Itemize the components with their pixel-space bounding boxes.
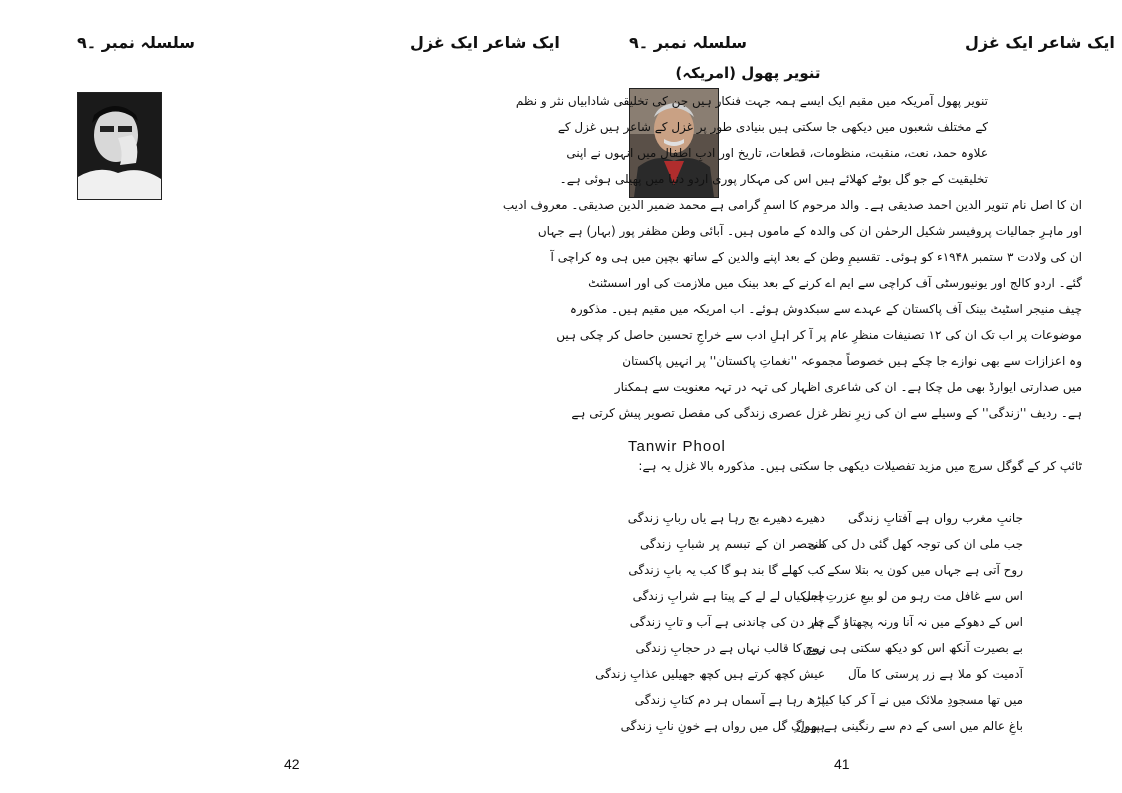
body-line: وہ اعزازات سے بھی نوازے جا چکے ہیں خصوصاً مجموعہ ''نغماتِ پاکستان'' پر انہیں پاکستان: [622, 354, 1082, 368]
right-section-title: ایک شاعر ایک غزل: [965, 33, 1115, 52]
poet-photo-left: [77, 92, 162, 200]
body-line: تخلیقیت کے جو گل بوٹے کھلائے ہیں اس کی مہکار پوری اردو دنیا میں پھیلی ہوئی ہے۔: [559, 172, 988, 186]
couplet: [595, 661, 1023, 687]
verse-second-line: دھیرے دھیرے بج رہا ہے یاں ربابِ زندگی: [627, 511, 825, 525]
couplet: [635, 635, 1023, 661]
left-section-title: ایک شاعر ایک غزل: [410, 33, 560, 52]
left-series-label: سلسلہ نمبر ۔۹: [77, 33, 195, 52]
verse-first-line: روح آتی ہے جہاں میں کون یہ بتلا سکے: [827, 563, 1023, 577]
verse-second-line: چسکیاں لے لے کے پیتا ہے شرابِ زندگی: [632, 589, 825, 603]
verse-second-line: منحصر ان کے تبسم پر شبابِ زندگی: [640, 537, 825, 551]
body-line: علاوہ حمد، نعت، منقبت، منظومات، قطعات، تاریخ اور ادبِ اطفال میں انہوں نے اپنی: [566, 146, 988, 160]
couplet: [632, 583, 1023, 609]
verse-first-line: میں تھا مسجودِ ملائک میں نے آ کر کیا کیا: [821, 693, 1023, 707]
verse-first-line: جانبِ مغرب رواں ہے آفتابِ زندگی: [848, 511, 1023, 525]
verse-first-line: آدمیت کو ملا ہے زر پرستی کا مآل: [848, 667, 1023, 681]
poet-biography: [502, 88, 1082, 426]
verse-second-line: چار دن کی چاندنی ہے آب و تابِ زندگی: [629, 615, 825, 629]
body-line: گئے۔ اردو کالج اور یونیورسٹی آف کراچی سے ایم اے کرنے کے بعد بینک میں ملازمت کی اور اسسٹنٹ: [588, 276, 1082, 290]
couplet: [620, 713, 1023, 739]
verse-second-line: ہر رگِ گل میں رواں ہے خونِ نابِ زندگی: [620, 719, 825, 733]
page-number-right: 41: [834, 756, 850, 772]
verse-second-line: روح کا قالب نہاں ہے در حجابِ زندگی: [635, 641, 825, 655]
body-line: میں صدارتی ایوارڈ بھی مل چکا ہے۔ ان کی شاعری اظہار کی تہہ در تہہ معنویت سے ہمکنار: [614, 380, 1082, 394]
page-number-left: 42: [284, 756, 300, 772]
right-series-label: سلسلہ نمبر ۔۹: [629, 33, 747, 52]
couplet: [629, 609, 1023, 635]
couplet: [640, 531, 1023, 557]
body-line: چیف منیجر اسٹیٹ بینک آف پاکستان کے عہدے سے سبکدوش ہوئے۔ اب امریکہ میں مقیم ہیں۔ مذکورہ: [569, 302, 1082, 316]
couplet: [627, 505, 1023, 531]
verse-first-line: باغِ عالم میں اسی کے دم سے رنگینی ہے پھول: [796, 719, 1023, 733]
poet-name-latin: Tanwir Phool: [628, 438, 726, 455]
body-line: ان کا اصل نام تنویر الدین احمد صدیقی ہے۔ والد مرحوم کا اسمِ گرامی ہے محمد ضمیر الدین صدیقی۔ معروف ادیب: [502, 198, 1082, 212]
search-note: ٹائپ کر کے گوگل سرچ میں مزید تفصیلات دیکھی جا سکتی ہیں۔ مذکورہ بالا غزل یہ ہے:: [638, 459, 1082, 473]
verse-first-line: بے بصیرت آنکھ اس کو دیکھ سکتی ہی نہیں: [802, 641, 1023, 655]
verse-second-line: پڑھ رہا ہے آسماں ہر دم کتابِ زندگی: [634, 693, 825, 707]
body-line: ہے۔ ردیف ''زندگی'' کے وسیلے سے ان کی زیرِ نظر غزل عصری زندگی کی مفصل تصویر پیش کرتی ہے: [571, 406, 1082, 420]
couplet: [628, 557, 1023, 583]
ghazal: [595, 505, 1023, 739]
verse-first-line: اس کے دھوکے میں نہ آنا ورنہ پچھتاؤ گے تم: [811, 615, 1023, 629]
body-line: ان کی ولادت ۳ ستمبر ۱۹۴۸ء کو ہوئی۔ تقسیمِ وطن کے بعد اپنے والدین کے ساتھ بچپن میں ہی وہ کراچی آ: [550, 250, 1082, 264]
verse-first-line: جب ملی ان کی توجہ کھل گئی دل کی کلی: [808, 537, 1023, 551]
body-line: موضوعات پر اب تک ان کی ۱۲ تصنیفات منظرِ عام پر آ کر اہلِ ادب سے خراجِ تحسین حاصل کر چکی ہیں: [556, 328, 1082, 342]
verse-first-line: اس سے غافل مت رہو من لو بیعِ عزرتِ اجل: [802, 589, 1023, 603]
poet-title: تنویر پھول (امریکہ): [675, 64, 821, 82]
portrait-image: [78, 93, 161, 199]
body-line: کے مختلف شعبوں میں دیکھی جا سکتی ہیں بنیادی طور پر غزل کے شاعر ہیں غزل کے: [557, 120, 988, 134]
verse-second-line: کب کھلے گا بند ہو گا کب یہ بابِ زندگی: [628, 563, 825, 577]
verse-second-line: عیش کچھ کرتے ہیں کچھ جھیلیں عذابِ زندگی: [595, 667, 825, 681]
body-line: تنویر پھول آمریکہ میں مقیم ایک ایسے ہمہ جہت فنکار ہیں جن کی تخلیقی شادابیاں نثر و نظم: [515, 94, 988, 108]
couplet: [634, 687, 1023, 713]
body-line: اور ماہرِ جمالیات پروفیسر شکیل الرحمٰن ان کی والدہ کے ماموں ہیں۔ آبائی وطن مظفر پور (بہار) ہے جہاں: [537, 224, 1082, 238]
